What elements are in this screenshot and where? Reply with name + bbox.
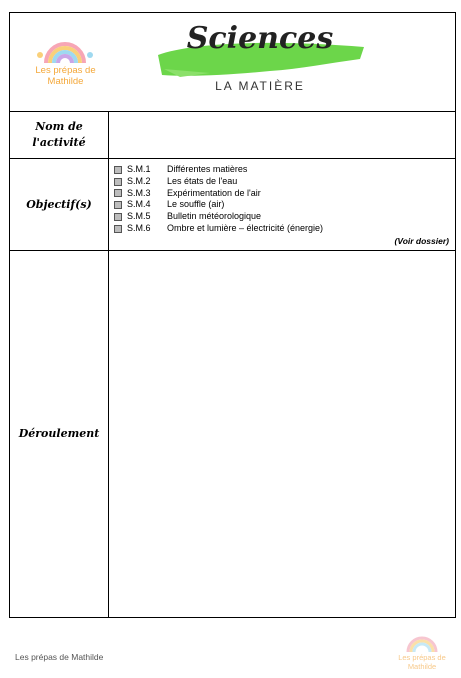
activity-sheet (9, 12, 456, 618)
objective-item (114, 199, 449, 211)
objective-label: Les états de l'eau (167, 175, 238, 186)
objective-code: S.M.3 (127, 187, 151, 198)
footer-logo-text-line1: Les prépas de (398, 653, 446, 662)
objectives-list (114, 164, 449, 235)
procedure-label: Déroulement (10, 251, 109, 617)
objective-checkbox[interactable] (114, 189, 122, 197)
activity-name-row (10, 112, 455, 159)
page-subtitle: LA MATIÈRE (215, 79, 305, 93)
procedure-row (10, 251, 455, 617)
objective-label: Ombre et lumière – électricité (énergie) (167, 222, 324, 233)
logo-text-line1: Les prépas de (35, 65, 96, 76)
objective-checkbox[interactable] (114, 225, 122, 233)
page-title: Sciences (186, 21, 334, 56)
objective-label: Différentes matières (167, 164, 248, 174)
objective-label: Le souffle (air) (167, 199, 225, 210)
header-row (10, 13, 455, 112)
rainbow-icon (28, 35, 103, 67)
objectives-row (10, 159, 455, 251)
brand-logo (28, 35, 103, 91)
objective-label: Bulletin météorologique (167, 211, 262, 222)
objective-code: S.M.4 (127, 199, 151, 210)
objective-item (114, 164, 449, 176)
activity-label-line2: l'activité (32, 136, 86, 149)
objective-checkbox[interactable] (114, 201, 122, 209)
objective-item (114, 211, 449, 223)
objective-checkbox[interactable] (114, 178, 122, 186)
objective-code: S.M.1 (127, 164, 151, 174)
activity-label-line1: Nom de (35, 120, 83, 133)
objective-code: S.M.2 (127, 175, 151, 186)
footer-logo-text-line2: Mathilde (407, 661, 437, 671)
activity-name-label (10, 112, 109, 158)
objective-code: S.M.5 (127, 211, 151, 222)
logo-text (28, 65, 103, 87)
objective-label: Expérimentation de l'air (167, 187, 261, 198)
footer-logo (396, 636, 448, 674)
objectives-note: (Voir dossier) (394, 236, 449, 246)
objectives-cell (109, 159, 455, 250)
objective-checkbox[interactable] (114, 166, 122, 174)
objective-code: S.M.6 (127, 222, 151, 233)
activity-name-field[interactable] (109, 112, 455, 158)
objective-checkbox[interactable] (114, 213, 122, 221)
objective-item (114, 223, 449, 235)
footer-text: Les prépas de Mathilde (15, 652, 104, 662)
objectives-label: Objectif(s) (10, 159, 109, 250)
logo-text-line2: Mathilde (47, 76, 84, 87)
procedure-field[interactable] (109, 251, 455, 617)
footer-rainbow-icon (396, 636, 448, 654)
objective-item (114, 188, 449, 200)
objective-item (114, 176, 449, 188)
footer-logo-text (396, 654, 448, 671)
